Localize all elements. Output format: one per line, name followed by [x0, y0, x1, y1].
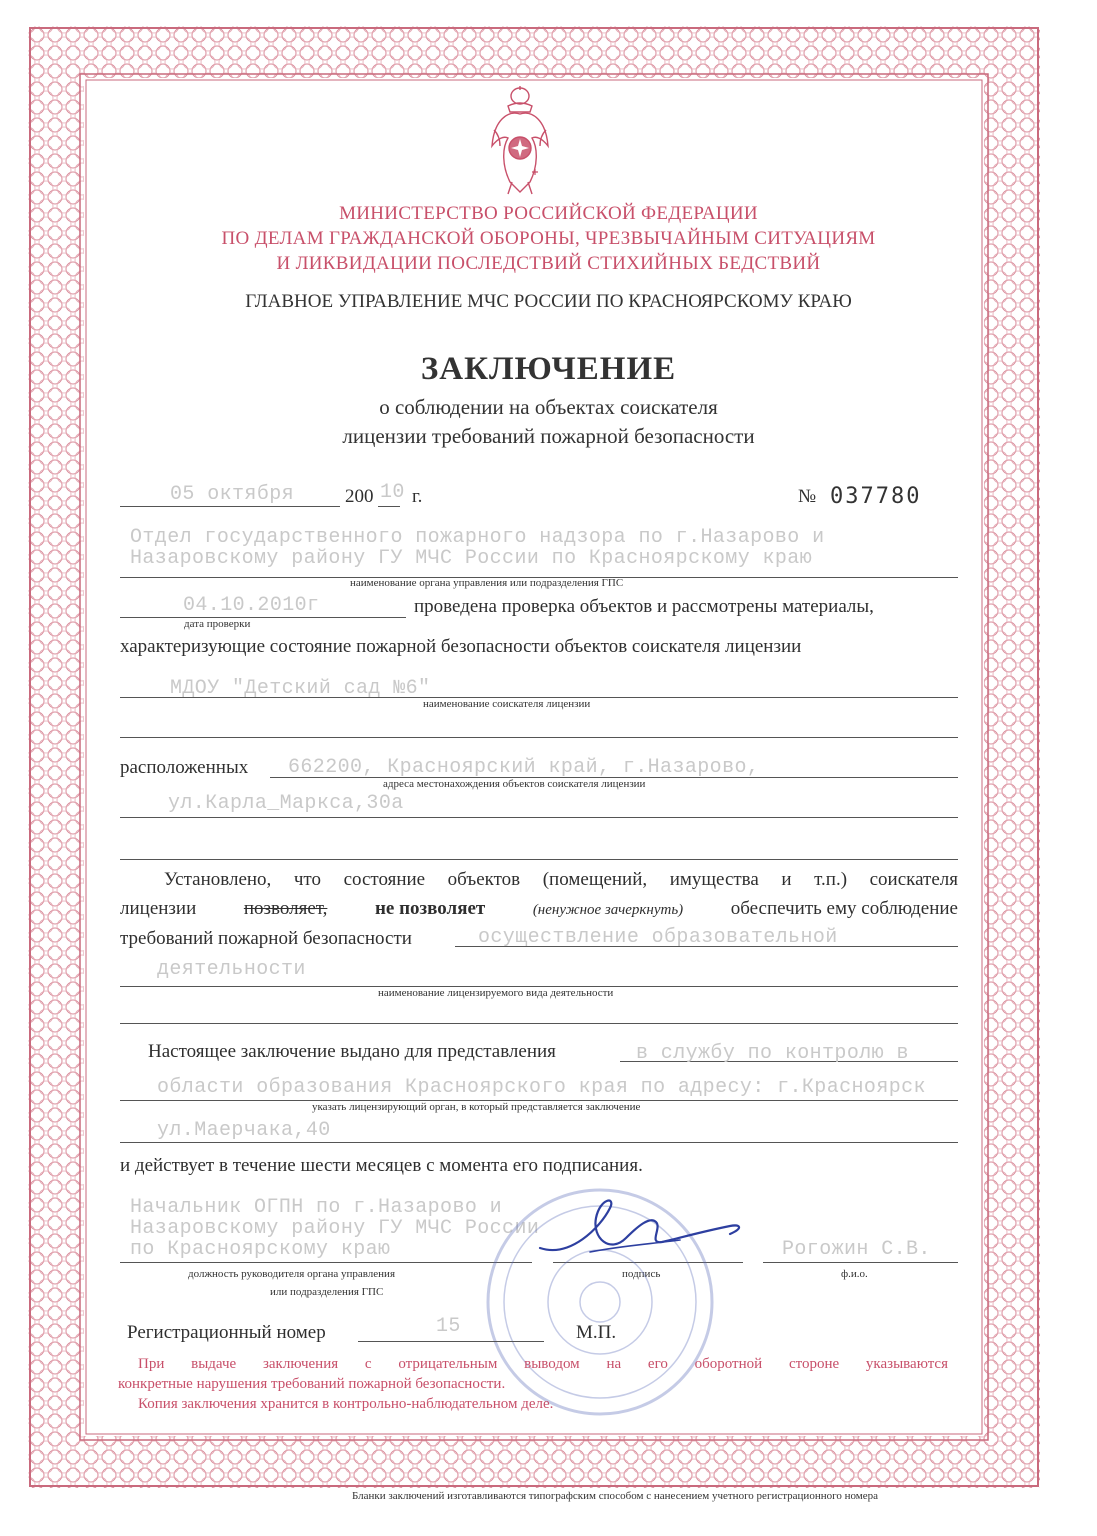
location-label: расположенных: [120, 757, 249, 778]
issued-to-line-3: ул.Маерчака,40: [157, 1119, 331, 1142]
issued-to-line-2: области образования Красноярского края по адресу: г.Красноярск: [157, 1076, 926, 1099]
footer-note: Бланки заключений изготавливаются типографским способом с нанесением учетного регистрационного номера: [352, 1490, 878, 1502]
signer-position-line-3: по Красноярскому краю: [130, 1238, 391, 1261]
established-line-2-start: лицензии: [120, 898, 197, 919]
location-caption: адреса местонахождения объектов соискателя лицензии: [383, 778, 646, 790]
ministry-line-2: ПО ДЕЛАМ ГРАЖДАНСКОЙ ОБОРОНЫ, ЧРЕЗВЫЧАЙНЫМ СИТУАЦИЯМ: [221, 228, 876, 249]
issue-date: 05 октября: [170, 483, 295, 506]
registration-number: 15: [436, 1315, 461, 1338]
position-caption-1: должность руководителя органа управления: [188, 1268, 396, 1280]
allows-option: позволяет,: [243, 898, 328, 919]
document-subtitle-2: лицензии требований пожарной безопасности: [342, 424, 755, 448]
signer-position-line-1: Начальник ОГПН по г.Назарово и: [130, 1196, 503, 1219]
ministry-line-1: МИНИСТЕРСТВО РОССИЙСКОЙ ФЕДЕРАЦИИ: [339, 203, 758, 224]
ministry-line-3: И ЛИКВИДАЦИИ ПОСЛЕДСТВИЙ СТИХИЙНЫХ БЕДСТВИЙ: [276, 253, 821, 274]
signer-name: Рогожин С.В.: [782, 1238, 931, 1261]
serial-number: 037780: [830, 484, 922, 509]
position-caption-2: или подразделения ГПС: [270, 1286, 384, 1298]
authority-line-2: Назаровскому району ГУ МЧС России по Красноярскому краю: [130, 547, 813, 570]
note-line-2: конкретные нарушения требований пожарной безопасности.: [118, 1376, 506, 1392]
note-line-1: При выдаче заключения с отрицательным выводом на его оборотной стороне указываются: [138, 1356, 948, 1372]
emchs-emblem-icon: [488, 86, 552, 198]
issued-caption: указать лицензирующий орган, в который представляется заключение: [312, 1101, 641, 1113]
location-line-1: 662200, Красноярский край, г.Назарово,: [288, 756, 760, 779]
main-department: ГЛАВНОЕ УПРАВЛЕНИЕ МЧС РОССИИ ПО КРАСНОЯРСКОМУ КРАЮ: [245, 291, 852, 312]
activity-line-2: деятельности: [157, 958, 306, 981]
year-suffix: г.: [412, 486, 423, 507]
registration-label: Регистрационный номер: [127, 1322, 326, 1343]
location-line-2: ул.Карла_Маркса,30а: [168, 792, 404, 815]
inspection-date: 04.10.2010г: [183, 594, 320, 617]
not-allows-option: не позволяет: [374, 898, 486, 919]
strike-note: (ненужное зачеркнуть): [532, 902, 684, 918]
issued-to-line-1: в службу по контролю в: [636, 1042, 909, 1065]
established-line-2-end: обеспечить ему соблюдение: [730, 898, 958, 919]
year-prefix: 200: [345, 486, 374, 507]
issued-text: Настоящее заключение выдано для представления: [148, 1041, 556, 1062]
name-caption: ф.и.о.: [841, 1268, 868, 1280]
authority-line-1: Отдел государственного пожарного надзора по г.Назарово и: [130, 526, 825, 549]
applicant-caption: наименование соискателя лицензии: [423, 698, 591, 710]
signer-position-line-2: Назаровскому району ГУ МЧС России: [130, 1217, 540, 1240]
activity-caption: наименование лицензируемого вида деятельности: [378, 987, 614, 999]
inspection-text: проведена проверка объектов и рассмотрены материалы,: [414, 596, 874, 617]
validity-text: и действует в течение шести месяцев с момента его подписания.: [120, 1155, 643, 1176]
document-title: ЗАКЛЮЧЕНИЕ: [420, 351, 677, 387]
established-line-3: требований пожарной безопасности: [120, 928, 412, 949]
authority-caption: наименование органа управления или подразделения ГПС: [350, 577, 624, 589]
year-typed: 10: [380, 481, 405, 504]
activity-line-1: осуществление образовательной: [478, 926, 838, 949]
inspection-text-2: характеризующие состояние пожарной безопасности объектов соискателя лицензии: [120, 636, 802, 657]
number-sign: №: [798, 486, 817, 507]
note-line-3: Копия заключения хранится в контрольно-наблюдательном деле.: [138, 1396, 554, 1412]
stamp-place: М.П.: [576, 1322, 617, 1343]
document-subtitle-1: о соблюдении на объектах соискателя: [379, 395, 718, 419]
signature-caption: подпись: [622, 1268, 661, 1280]
applicant-name: МДОУ "Детский сад №6": [170, 677, 431, 700]
established-line-2: [120, 898, 958, 920]
signature-scribble-icon: [530, 1188, 750, 1268]
inspection-date-caption: дата проверки: [184, 618, 251, 630]
established-line-1: Установлено, что состояние объектов (помещений, имущества и т.п.) соискателя: [164, 869, 958, 890]
